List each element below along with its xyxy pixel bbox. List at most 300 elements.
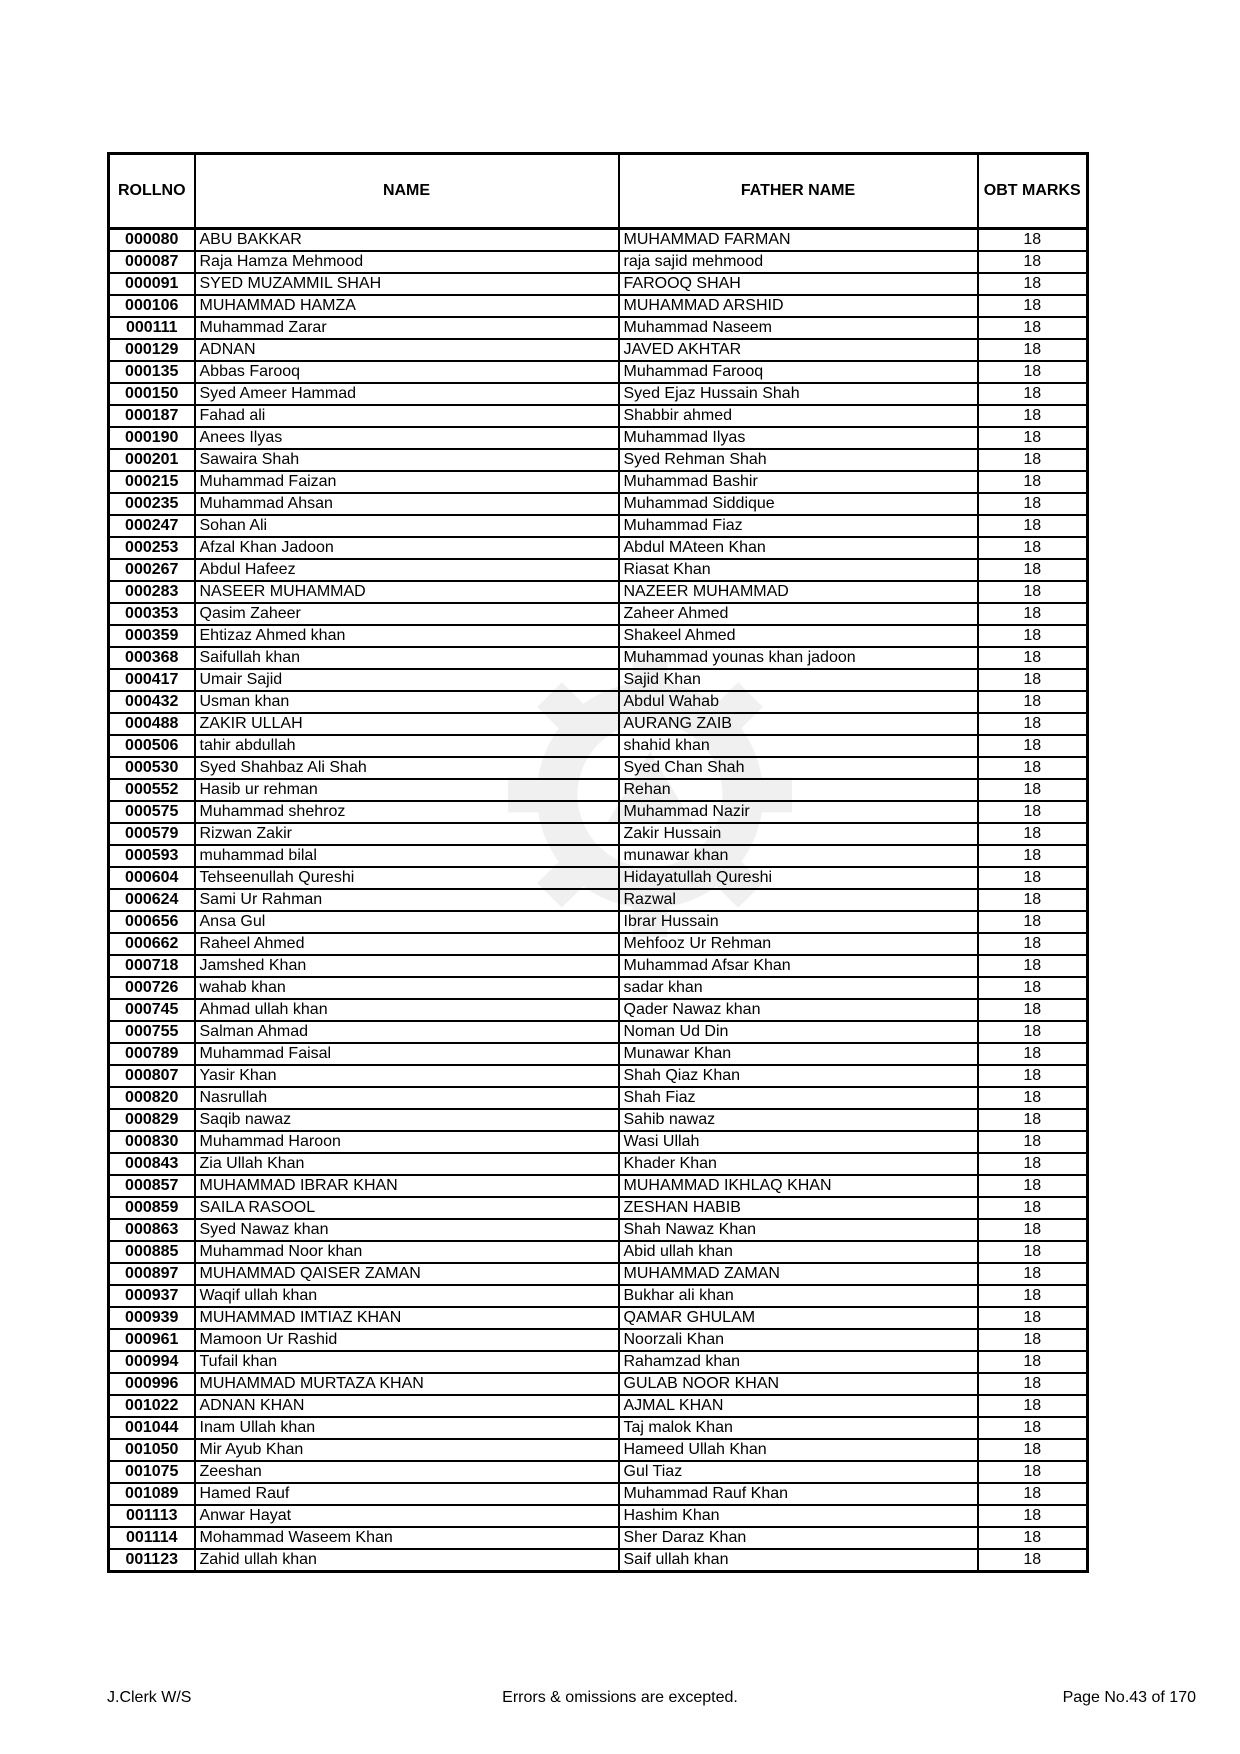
- roll-number: 000937: [109, 1285, 195, 1307]
- father-name: Rehan: [619, 779, 978, 801]
- obtained-marks: 18: [978, 823, 1088, 845]
- student-name: ZAKIR ULLAH: [195, 713, 619, 735]
- student-name: Muhammad shehroz: [195, 801, 619, 823]
- father-name: Muhammad Afsar Khan: [619, 955, 978, 977]
- obtained-marks: 18: [978, 1351, 1088, 1373]
- father-name: Muhammad Ilyas: [619, 427, 978, 449]
- father-name: Shah Qiaz Khan: [619, 1065, 978, 1087]
- father-name: sadar khan: [619, 977, 978, 999]
- obtained-marks: 18: [978, 1527, 1088, 1549]
- roll-number: 000247: [109, 515, 195, 537]
- table-row: [109, 405, 1088, 427]
- obtained-marks: 18: [978, 361, 1088, 383]
- roll-number: 000235: [109, 493, 195, 515]
- roll-number: 000353: [109, 603, 195, 625]
- table-row: [109, 713, 1088, 735]
- roll-number: 001123: [109, 1549, 195, 1572]
- student-name: MUHAMMAD IBRAR KHAN: [195, 1175, 619, 1197]
- student-name: Hasib ur rehman: [195, 779, 619, 801]
- roll-number: 000830: [109, 1131, 195, 1153]
- obtained-marks: 18: [978, 1483, 1088, 1505]
- obtained-marks: 18: [978, 625, 1088, 647]
- table-row: [109, 449, 1088, 471]
- student-name: MUHAMMAD IMTIAZ KHAN: [195, 1307, 619, 1329]
- roll-number: 000215: [109, 471, 195, 493]
- student-name: ADNAN KHAN: [195, 1395, 619, 1417]
- obtained-marks: 18: [978, 515, 1088, 537]
- father-name: Hameed Ullah Khan: [619, 1439, 978, 1461]
- obtained-marks: 18: [978, 1153, 1088, 1175]
- obtained-marks: 18: [978, 1439, 1088, 1461]
- father-name: Shabbir ahmed: [619, 405, 978, 427]
- table-row: [109, 977, 1088, 999]
- student-name: Sawaira Shah: [195, 449, 619, 471]
- student-name: Sohan Ali: [195, 515, 619, 537]
- father-name: Muhammad Bashir: [619, 471, 978, 493]
- obtained-marks: 18: [978, 1263, 1088, 1285]
- father-name: Abdul Wahab: [619, 691, 978, 713]
- obtained-marks: 18: [978, 1197, 1088, 1219]
- student-name: Mohammad Waseem Khan: [195, 1527, 619, 1549]
- roll-number: 000359: [109, 625, 195, 647]
- student-name: Jamshed Khan: [195, 955, 619, 977]
- table-row: [109, 867, 1088, 889]
- father-name: Zaheer Ahmed: [619, 603, 978, 625]
- student-name: Afzal Khan Jadoon: [195, 537, 619, 559]
- table-row: [109, 559, 1088, 581]
- obtained-marks: 18: [978, 1329, 1088, 1351]
- table-body: [109, 229, 1088, 1572]
- roll-number: 000135: [109, 361, 195, 383]
- obtained-marks: 18: [978, 1109, 1088, 1131]
- obtained-marks: 18: [978, 1175, 1088, 1197]
- roll-number: 000897: [109, 1263, 195, 1285]
- table-row: [109, 1395, 1088, 1417]
- table-row: [109, 1461, 1088, 1483]
- table-row: [109, 823, 1088, 845]
- father-name: GULAB NOOR KHAN: [619, 1373, 978, 1395]
- table-row: [109, 1329, 1088, 1351]
- father-name: Qader Nawaz khan: [619, 999, 978, 1021]
- father-name: Muhammad younas khan jadoon: [619, 647, 978, 669]
- obtained-marks: 18: [978, 493, 1088, 515]
- roll-number: 000726: [109, 977, 195, 999]
- roll-number: 001089: [109, 1483, 195, 1505]
- header-father-name: FATHER NAME: [619, 154, 978, 229]
- obtained-marks: 18: [978, 427, 1088, 449]
- student-name: Tehseenullah Qureshi: [195, 867, 619, 889]
- table-row: [109, 1263, 1088, 1285]
- student-name: Saqib nawaz: [195, 1109, 619, 1131]
- roll-number: 000939: [109, 1307, 195, 1329]
- father-name: Shah Fiaz: [619, 1087, 978, 1109]
- table-row: [109, 383, 1088, 405]
- table-row: [109, 911, 1088, 933]
- roll-number: 000506: [109, 735, 195, 757]
- father-name: Muhammad Nazir: [619, 801, 978, 823]
- father-name: AJMAL KHAN: [619, 1395, 978, 1417]
- student-name: Yasir Khan: [195, 1065, 619, 1087]
- footer-disclaimer: Errors & omissions are excepted.: [502, 1689, 738, 1706]
- father-name: NAZEER MUHAMMAD: [619, 581, 978, 603]
- student-name: Salman Ahmad: [195, 1021, 619, 1043]
- table-row: [109, 515, 1088, 537]
- table-row: [109, 1505, 1088, 1527]
- father-name: Shakeel Ahmed: [619, 625, 978, 647]
- father-name: Saif ullah khan: [619, 1549, 978, 1572]
- obtained-marks: 18: [978, 1241, 1088, 1263]
- father-name: Muhammad Siddique: [619, 493, 978, 515]
- table-row: [109, 1483, 1088, 1505]
- table-row: [109, 1351, 1088, 1373]
- student-name: Usman khan: [195, 691, 619, 713]
- roll-number: 001044: [109, 1417, 195, 1439]
- table-row: [109, 1153, 1088, 1175]
- father-name: Hashim Khan: [619, 1505, 978, 1527]
- student-name: Qasim Zaheer: [195, 603, 619, 625]
- table-row: [109, 427, 1088, 449]
- roll-number: 000129: [109, 339, 195, 361]
- obtained-marks: 18: [978, 449, 1088, 471]
- obtained-marks: 18: [978, 559, 1088, 581]
- roll-number: 000857: [109, 1175, 195, 1197]
- father-name: Gul Tiaz: [619, 1461, 978, 1483]
- table-row: [109, 955, 1088, 977]
- table-row: [109, 251, 1088, 273]
- obtained-marks: 18: [978, 977, 1088, 999]
- table-row: [109, 1175, 1088, 1197]
- student-name: Nasrullah: [195, 1087, 619, 1109]
- table-row: [109, 1307, 1088, 1329]
- father-name: JAVED AKHTAR: [619, 339, 978, 361]
- roll-number: 000488: [109, 713, 195, 735]
- obtained-marks: 18: [978, 779, 1088, 801]
- father-name: QAMAR GHULAM: [619, 1307, 978, 1329]
- student-name: Rizwan Zakir: [195, 823, 619, 845]
- table-row: [109, 1219, 1088, 1241]
- table-row: [109, 647, 1088, 669]
- father-name: Razwal: [619, 889, 978, 911]
- table-row: [109, 889, 1088, 911]
- roll-number: 000283: [109, 581, 195, 603]
- student-name: Abdul Hafeez: [195, 559, 619, 581]
- roll-number: 000091: [109, 273, 195, 295]
- obtained-marks: 18: [978, 603, 1088, 625]
- roll-number: 000253: [109, 537, 195, 559]
- obtained-marks: 18: [978, 273, 1088, 295]
- father-name: Taj malok Khan: [619, 1417, 978, 1439]
- student-name: Anees Ilyas: [195, 427, 619, 449]
- roll-number: 000432: [109, 691, 195, 713]
- obtained-marks: 18: [978, 1417, 1088, 1439]
- father-name: Sajid Khan: [619, 669, 978, 691]
- father-name: Muhammad Farooq: [619, 361, 978, 383]
- student-name: SAILA RASOOL: [195, 1197, 619, 1219]
- table-row: [109, 1087, 1088, 1109]
- father-name: Wasi Ullah: [619, 1131, 978, 1153]
- father-name: Hidayatullah Qureshi: [619, 867, 978, 889]
- table-row: [109, 1197, 1088, 1219]
- footer-page-number: Page No.43 of 170: [1062, 1689, 1196, 1706]
- roll-number: 000745: [109, 999, 195, 1021]
- table-row: [109, 1549, 1088, 1572]
- student-name: Muhammad Noor khan: [195, 1241, 619, 1263]
- obtained-marks: 18: [978, 1043, 1088, 1065]
- table-row: [109, 999, 1088, 1021]
- student-name: Muhammad Ahsan: [195, 493, 619, 515]
- student-name: Muhammad Haroon: [195, 1131, 619, 1153]
- table-row: [109, 1131, 1088, 1153]
- student-name: Muhammad Faisal: [195, 1043, 619, 1065]
- roll-number: 000994: [109, 1351, 195, 1373]
- roll-number: 000662: [109, 933, 195, 955]
- student-name: Ehtizaz Ahmed khan: [195, 625, 619, 647]
- roll-number: 000859: [109, 1197, 195, 1219]
- roll-number: 000755: [109, 1021, 195, 1043]
- obtained-marks: 18: [978, 889, 1088, 911]
- table-row: [109, 603, 1088, 625]
- student-name: ADNAN: [195, 339, 619, 361]
- roll-number: 000807: [109, 1065, 195, 1087]
- student-name: Mamoon Ur Rashid: [195, 1329, 619, 1351]
- header-obt-marks: OBT MARKS: [978, 154, 1088, 229]
- student-name: wahab khan: [195, 977, 619, 999]
- table-row: [109, 229, 1088, 252]
- roll-number: 000624: [109, 889, 195, 911]
- header-rollno: ROLLNO: [109, 154, 195, 229]
- roll-number: 000579: [109, 823, 195, 845]
- roll-number: 001050: [109, 1439, 195, 1461]
- obtained-marks: 18: [978, 383, 1088, 405]
- table-row: [109, 1043, 1088, 1065]
- table-row: [109, 845, 1088, 867]
- student-name: Hamed Rauf: [195, 1483, 619, 1505]
- roll-number: 000789: [109, 1043, 195, 1065]
- father-name: Zakir Hussain: [619, 823, 978, 845]
- obtained-marks: 18: [978, 757, 1088, 779]
- table-row: [109, 669, 1088, 691]
- table-row: [109, 1285, 1088, 1307]
- obtained-marks: 18: [978, 251, 1088, 273]
- roll-number: 000530: [109, 757, 195, 779]
- obtained-marks: 18: [978, 911, 1088, 933]
- table-row: [109, 625, 1088, 647]
- student-name: muhammad bilal: [195, 845, 619, 867]
- obtained-marks: 18: [978, 1065, 1088, 1087]
- roll-number: 000267: [109, 559, 195, 581]
- roll-number: 000080: [109, 229, 195, 252]
- table-row: [109, 493, 1088, 515]
- father-name: Munawar Khan: [619, 1043, 978, 1065]
- obtained-marks: 18: [978, 1395, 1088, 1417]
- student-name: Sami Ur Rahman: [195, 889, 619, 911]
- student-name: Saifullah khan: [195, 647, 619, 669]
- roll-number: 000863: [109, 1219, 195, 1241]
- roll-number: 000111: [109, 317, 195, 339]
- obtained-marks: 18: [978, 1219, 1088, 1241]
- student-name: Syed Ameer Hammad: [195, 383, 619, 405]
- father-name: Bukhar ali khan: [619, 1285, 978, 1307]
- father-name: Sahib nawaz: [619, 1109, 978, 1131]
- obtained-marks: 18: [978, 581, 1088, 603]
- roll-number: 000961: [109, 1329, 195, 1351]
- table-row: [109, 537, 1088, 559]
- student-name: tahir abdullah: [195, 735, 619, 757]
- roll-number: 000718: [109, 955, 195, 977]
- obtained-marks: 18: [978, 1021, 1088, 1043]
- table-row: [109, 361, 1088, 383]
- father-name: ZESHAN HABIB: [619, 1197, 978, 1219]
- father-name: MUHAMMAD IKHLAQ KHAN: [619, 1175, 978, 1197]
- student-name: Ahmad ullah khan: [195, 999, 619, 1021]
- table-row: [109, 1109, 1088, 1131]
- roll-number: 000996: [109, 1373, 195, 1395]
- roll-number: 000829: [109, 1109, 195, 1131]
- student-name: Raheel Ahmed: [195, 933, 619, 955]
- table-row: [109, 581, 1088, 603]
- student-name: MUHAMMAD QAISER ZAMAN: [195, 1263, 619, 1285]
- table-row: [109, 757, 1088, 779]
- table-row: [109, 1439, 1088, 1461]
- obtained-marks: 18: [978, 317, 1088, 339]
- father-name: Muhammad Fiaz: [619, 515, 978, 537]
- table-row: [109, 691, 1088, 713]
- roll-number: 000885: [109, 1241, 195, 1263]
- footer-clerk: J.Clerk W/S: [107, 1689, 192, 1706]
- student-name: Muhammad Zarar: [195, 317, 619, 339]
- obtained-marks: 18: [978, 1131, 1088, 1153]
- student-name: Waqif ullah khan: [195, 1285, 619, 1307]
- table-row: [109, 1065, 1088, 1087]
- obtained-marks: 18: [978, 1307, 1088, 1329]
- obtained-marks: 18: [978, 339, 1088, 361]
- father-name: Shah Nawaz Khan: [619, 1219, 978, 1241]
- roll-number: 000820: [109, 1087, 195, 1109]
- roll-number: 000552: [109, 779, 195, 801]
- obtained-marks: 18: [978, 1461, 1088, 1483]
- obtained-marks: 18: [978, 1087, 1088, 1109]
- student-name: NASEER MUHAMMAD: [195, 581, 619, 603]
- header-name: NAME: [195, 154, 619, 229]
- student-name: Abbas Farooq: [195, 361, 619, 383]
- roll-number: 001114: [109, 1527, 195, 1549]
- roll-number: 000656: [109, 911, 195, 933]
- roll-number: 000087: [109, 251, 195, 273]
- student-name: Syed Shahbaz Ali Shah: [195, 757, 619, 779]
- roll-number: 000201: [109, 449, 195, 471]
- obtained-marks: 18: [978, 1549, 1088, 1572]
- student-name: Mir Ayub Khan: [195, 1439, 619, 1461]
- table-row: [109, 1417, 1088, 1439]
- student-name: MUHAMMAD HAMZA: [195, 295, 619, 317]
- student-name: Tufail khan: [195, 1351, 619, 1373]
- roll-number: 000190: [109, 427, 195, 449]
- father-name: Mehfooz Ur Rehman: [619, 933, 978, 955]
- father-name: Khader Khan: [619, 1153, 978, 1175]
- obtained-marks: 18: [978, 713, 1088, 735]
- obtained-marks: 18: [978, 295, 1088, 317]
- roll-number: 001113: [109, 1505, 195, 1527]
- obtained-marks: 18: [978, 955, 1088, 977]
- obtained-marks: 18: [978, 537, 1088, 559]
- roll-number: 000843: [109, 1153, 195, 1175]
- student-name: ABU BAKKAR: [195, 229, 619, 252]
- father-name: Abid ullah khan: [619, 1241, 978, 1263]
- obtained-marks: 18: [978, 471, 1088, 493]
- obtained-marks: 18: [978, 669, 1088, 691]
- header-row: [109, 154, 1088, 229]
- roll-number: 000604: [109, 867, 195, 889]
- student-name: Zeeshan: [195, 1461, 619, 1483]
- table-row: [109, 339, 1088, 361]
- father-name: MUHAMMAD ARSHID: [619, 295, 978, 317]
- obtained-marks: 18: [978, 867, 1088, 889]
- table-row: [109, 273, 1088, 295]
- father-name: shahid khan: [619, 735, 978, 757]
- father-name: Noorzali Khan: [619, 1329, 978, 1351]
- table-row: [109, 1373, 1088, 1395]
- obtained-marks: 18: [978, 405, 1088, 427]
- father-name: Syed Chan Shah: [619, 757, 978, 779]
- student-name: Ansa Gul: [195, 911, 619, 933]
- obtained-marks: 18: [978, 1285, 1088, 1307]
- student-name: Syed Nawaz khan: [195, 1219, 619, 1241]
- father-name: AURANG ZAIB: [619, 713, 978, 735]
- obtained-marks: 18: [978, 801, 1088, 823]
- roll-number: 000150: [109, 383, 195, 405]
- father-name: Muhammad Naseem: [619, 317, 978, 339]
- obtained-marks: 18: [978, 933, 1088, 955]
- student-name: MUHAMMAD MURTAZA KHAN: [195, 1373, 619, 1395]
- obtained-marks: 18: [978, 735, 1088, 757]
- student-name: Anwar Hayat: [195, 1505, 619, 1527]
- obtained-marks: 18: [978, 1505, 1088, 1527]
- roll-number: 000368: [109, 647, 195, 669]
- student-name: Umair Sajid: [195, 669, 619, 691]
- student-name: Muhammad Faizan: [195, 471, 619, 493]
- obtained-marks: 18: [978, 691, 1088, 713]
- father-name: Syed Rehman Shah: [619, 449, 978, 471]
- roll-number: 001075: [109, 1461, 195, 1483]
- father-name: Muhammad Rauf Khan: [619, 1483, 978, 1505]
- roll-number: 000106: [109, 295, 195, 317]
- roll-number: 000417: [109, 669, 195, 691]
- father-name: Rahamzad khan: [619, 1351, 978, 1373]
- table-row: [109, 317, 1088, 339]
- table-row: [109, 1241, 1088, 1263]
- table-row: [109, 735, 1088, 757]
- table-row: [109, 295, 1088, 317]
- student-name: Raja Hamza Mehmood: [195, 251, 619, 273]
- obtained-marks: 18: [978, 1373, 1088, 1395]
- roll-number: 000593: [109, 845, 195, 867]
- father-name: Noman Ud Din: [619, 1021, 978, 1043]
- father-name: Abdul MAteen Khan: [619, 537, 978, 559]
- father-name: Ibrar Hussain: [619, 911, 978, 933]
- results-table: [107, 152, 1089, 1573]
- roll-number: 000575: [109, 801, 195, 823]
- roll-number: 001022: [109, 1395, 195, 1417]
- father-name: Riasat Khan: [619, 559, 978, 581]
- student-name: SYED MUZAMMIL SHAH: [195, 273, 619, 295]
- obtained-marks: 18: [978, 845, 1088, 867]
- father-name: munawar khan: [619, 845, 978, 867]
- table-row: [109, 471, 1088, 493]
- roll-number: 000187: [109, 405, 195, 427]
- father-name: Sher Daraz Khan: [619, 1527, 978, 1549]
- student-name: Zahid ullah khan: [195, 1549, 619, 1572]
- obtained-marks: 18: [978, 999, 1088, 1021]
